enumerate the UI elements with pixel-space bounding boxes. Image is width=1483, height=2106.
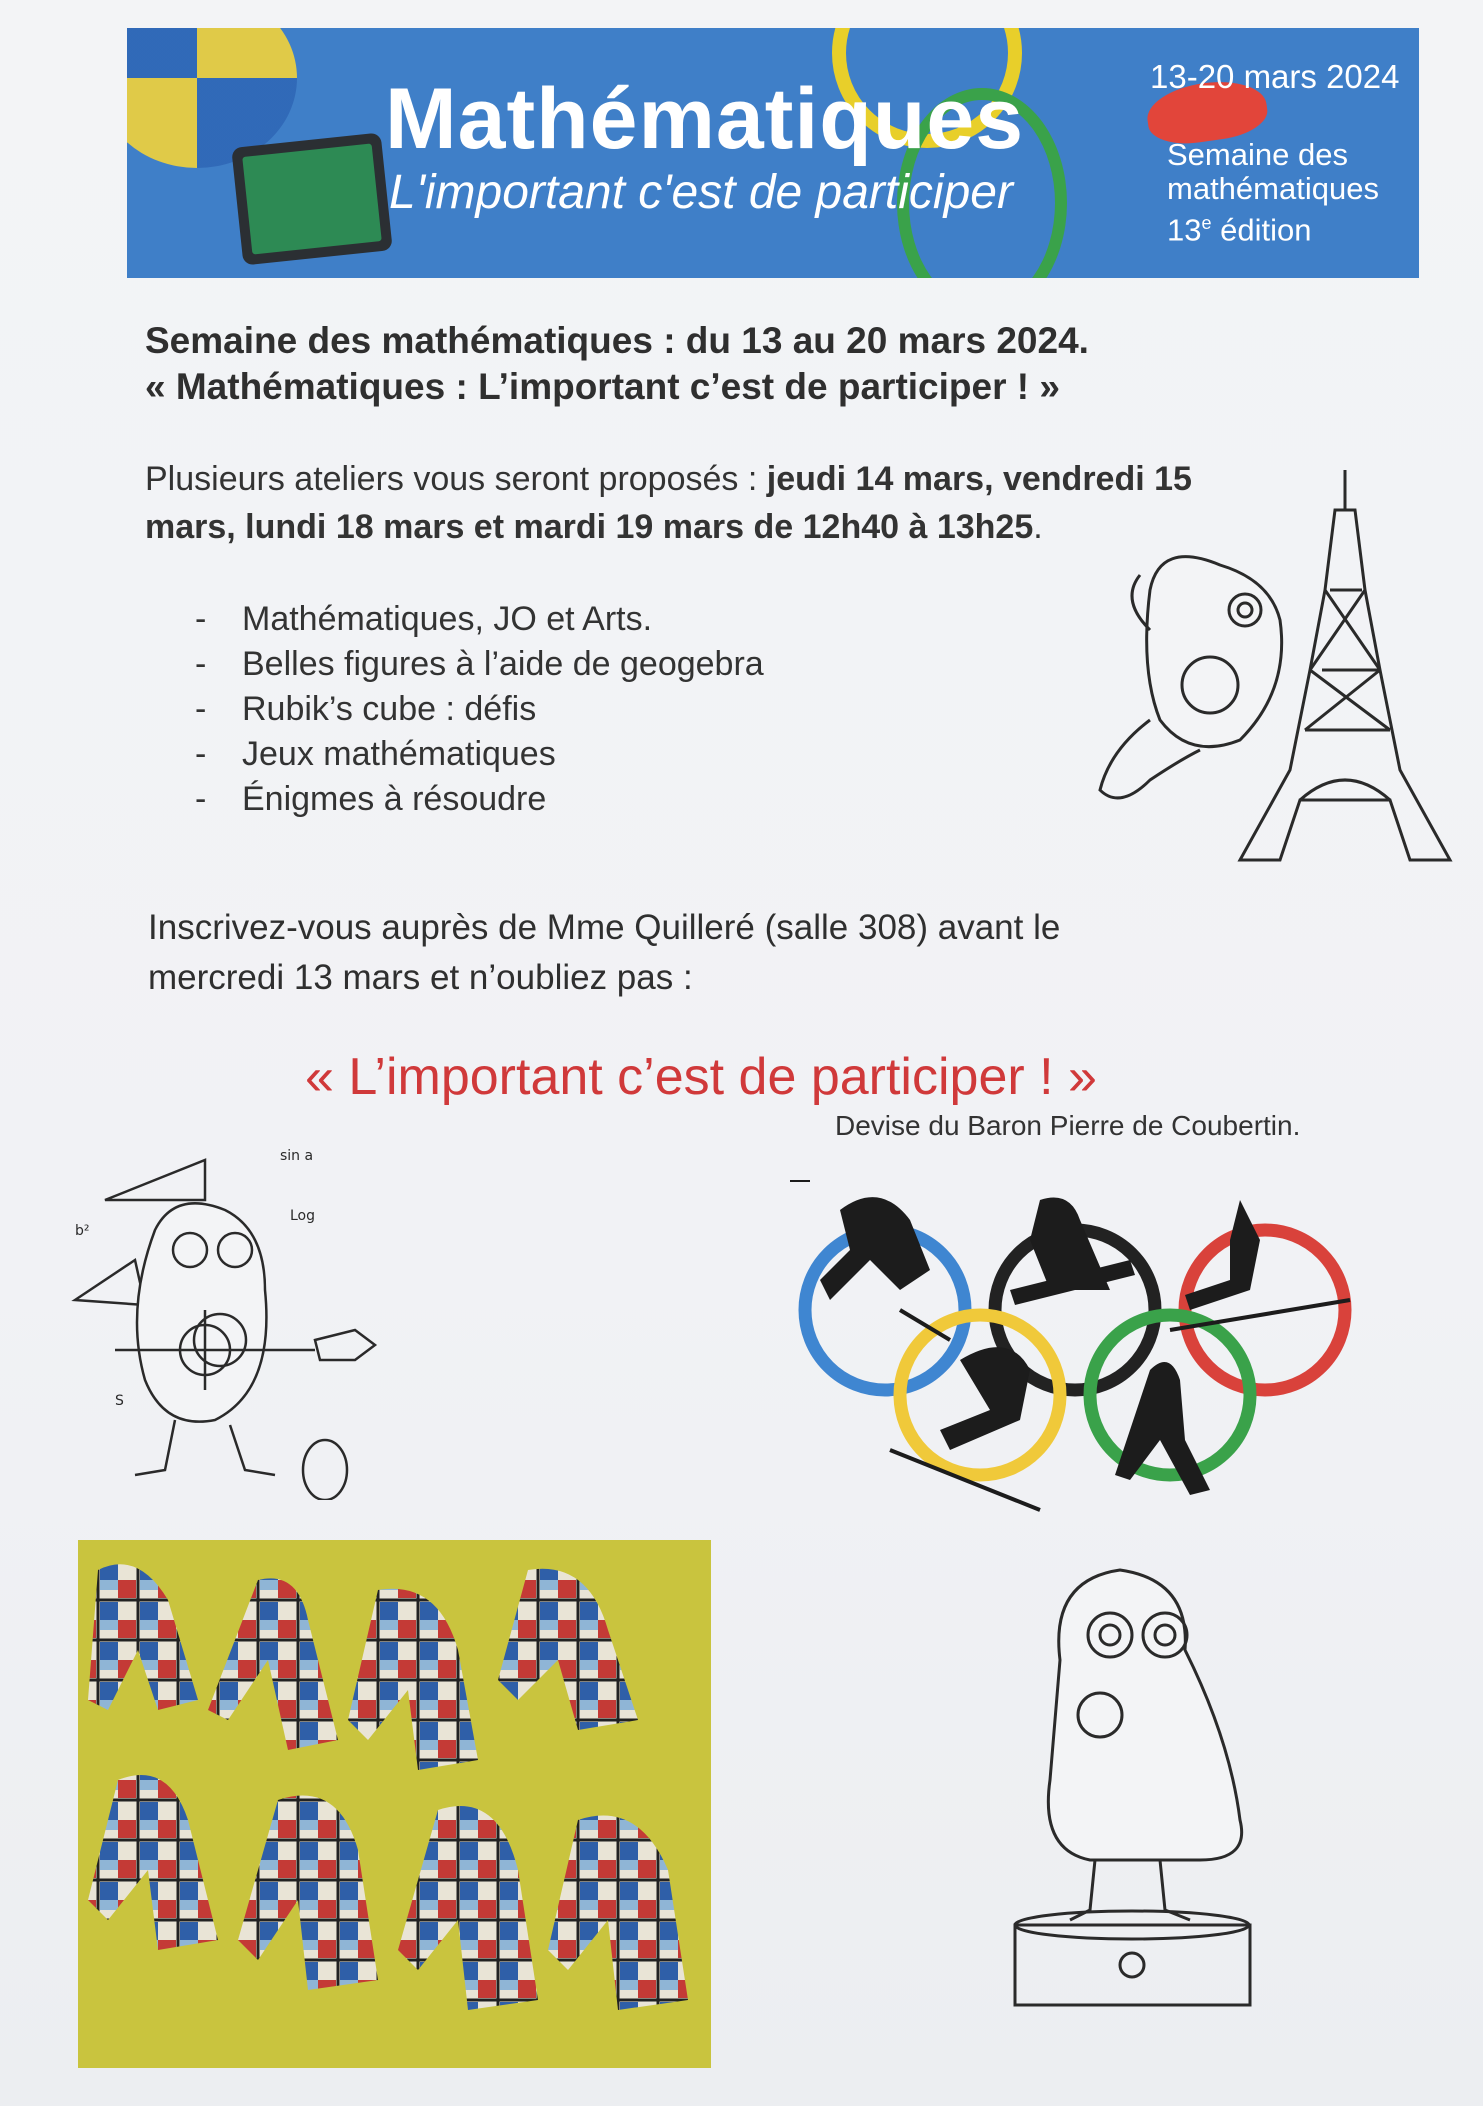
workshop-list bbox=[195, 597, 764, 822]
quote-text: « L’important c’est de participer ! » bbox=[305, 1048, 1097, 1106]
olympic-rings-illustration bbox=[790, 1180, 1390, 1520]
svg-text:sin a: sin a bbox=[280, 1148, 314, 1164]
event-heading: Semaine des mathématiques : du 13 au 20 mars 2024. bbox=[145, 320, 1089, 361]
list-item: - Rubik’s cube : défis bbox=[195, 690, 537, 728]
banner-dates: 13-20 mars 2024 bbox=[1150, 58, 1400, 95]
signup-text: Inscrivez-vous auprès de Mme Quilleré (salle 308) avant le mercredi 13 mars et n’oubliez pas : bbox=[148, 908, 1061, 997]
banner-edition: Semaine des mathématiques 13e édition bbox=[1167, 137, 1379, 248]
svg-text:b²: b² bbox=[75, 1223, 90, 1239]
banner-subtitle: L'important c'est de participer bbox=[389, 166, 1013, 219]
list-item: - Belles figures à l’aide de geogebra bbox=[195, 645, 764, 683]
eiffel-mascot-illustration bbox=[1090, 470, 1460, 870]
podium-mascot-illustration bbox=[1000, 1540, 1280, 2010]
svg-text:S: S bbox=[115, 1393, 124, 1409]
athletes-mosaic-image bbox=[78, 1540, 711, 2068]
workshop-intro: Plusieurs ateliers vous seront proposés : jeudi 14 mars, vendredi 15 mars, lundi 18 mars et mardi 19 mars de 12h40 à 13h25. bbox=[145, 460, 1192, 546]
quote-attribution: Devise du Baron Pierre de Coubertin. bbox=[835, 1110, 1301, 1141]
header-banner bbox=[127, 28, 1419, 278]
svg-text:Log: Log bbox=[290, 1208, 316, 1224]
list-item: - Mathématiques, JO et Arts. bbox=[195, 600, 653, 638]
math-mascot-illustration bbox=[55, 1140, 435, 1500]
list-item: - Jeux mathématiques bbox=[195, 735, 556, 773]
theme-heading: « Mathématiques : L’important c’est de participer ! » bbox=[145, 366, 1060, 407]
banner-title: Mathématiques bbox=[385, 71, 1025, 167]
list-item: - Énigmes à résoudre bbox=[195, 780, 547, 818]
tablet-illustration bbox=[231, 132, 393, 265]
